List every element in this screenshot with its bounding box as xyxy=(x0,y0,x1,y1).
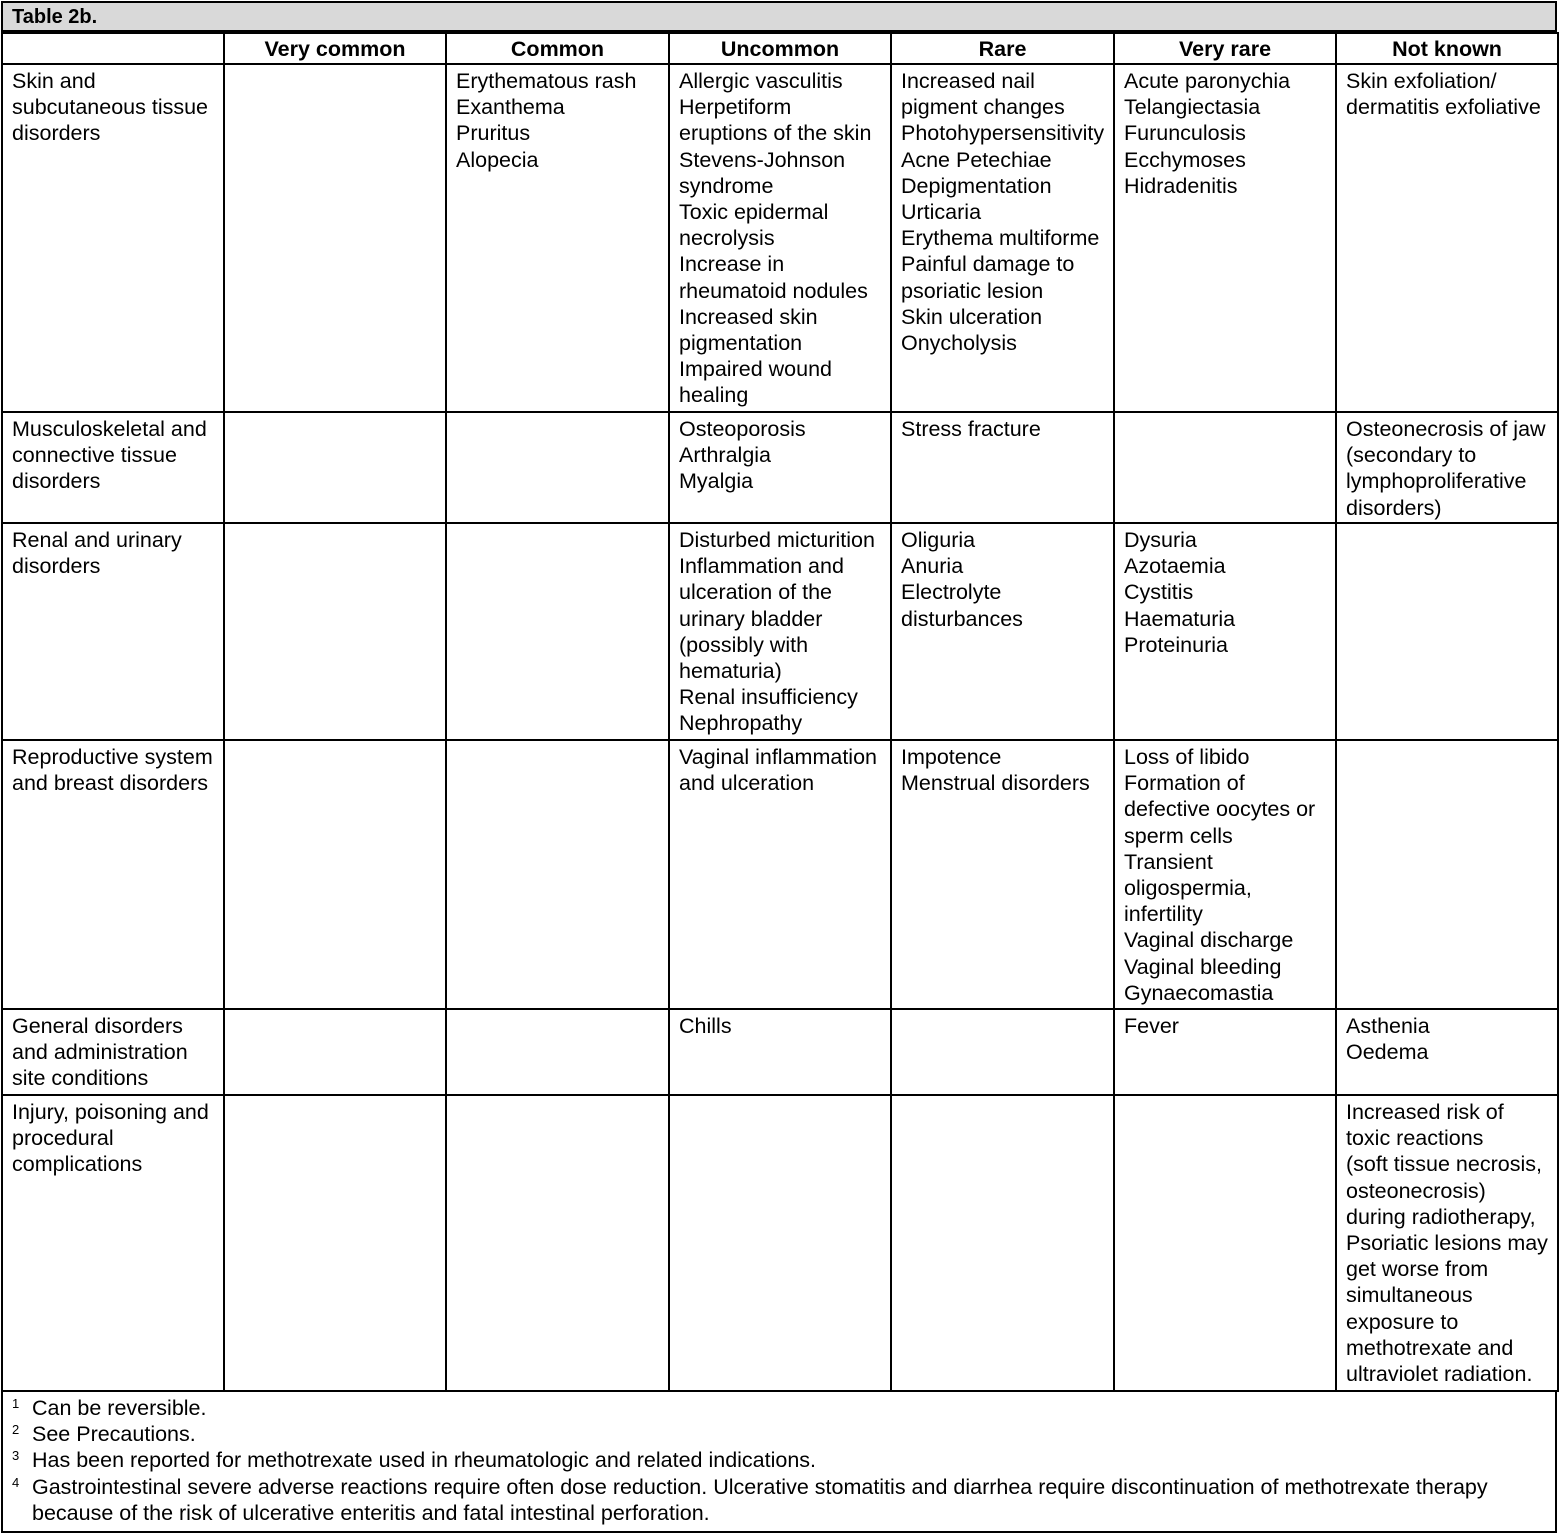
adverse-reactions-table xyxy=(1,32,1559,1392)
reaction-item: toxic reactions xyxy=(1346,1126,1484,1151)
reaction-item: lymphoproliferative xyxy=(1346,469,1527,494)
reaction-item: Stevens-Johnson xyxy=(679,147,846,172)
footnote-text: Has been reported for methotrexate used in rheumatologic and related indications. xyxy=(32,1448,817,1473)
frequency-cell xyxy=(1114,412,1336,523)
reaction-item: Toxic epidermal xyxy=(679,200,829,225)
column-header: Very common xyxy=(224,33,446,64)
frequency-cell xyxy=(446,64,669,412)
frequency-cell xyxy=(1336,740,1558,1009)
footnote-text: See Precautions. xyxy=(32,1422,196,1447)
table-row xyxy=(2,740,1558,1009)
reaction-item: Increase in xyxy=(679,252,785,277)
reaction-item: Acne Petechiae xyxy=(901,147,1052,172)
reaction-item: Ecchymoses xyxy=(1124,147,1246,172)
reaction-item: Asthenia xyxy=(1346,1014,1430,1038)
frequency-cell xyxy=(669,1095,891,1391)
reaction-item: Painful damage to xyxy=(901,252,1075,277)
reaction-item: Cystitis xyxy=(1124,580,1194,605)
frequency-cell xyxy=(891,1009,1114,1095)
column-header: Not known xyxy=(1336,33,1558,64)
reaction-item: urinary bladder xyxy=(679,606,823,631)
reaction-item: Azotaemia xyxy=(1124,554,1226,579)
frequency-cell xyxy=(669,523,891,740)
reaction-item: Fever xyxy=(1124,1014,1179,1038)
category-cell: Musculoskeletal and connective tissue disorders xyxy=(2,412,224,523)
reaction-item: Increased skin xyxy=(679,304,818,329)
frequency-cell xyxy=(224,412,446,523)
frequency-cell xyxy=(669,412,891,523)
frequency-cell xyxy=(446,1095,669,1391)
reaction-item: Electrolyte xyxy=(901,580,1002,605)
reaction-item: exposure to xyxy=(1346,1309,1459,1334)
reaction-item: Allergic vasculitis xyxy=(679,69,843,93)
reaction-item: Inflammation and xyxy=(679,554,844,579)
reaction-item: (soft tissue necrosis, xyxy=(1346,1152,1542,1177)
table-row xyxy=(2,1095,1558,1391)
reaction-item: Erythematous rash xyxy=(456,69,637,93)
reaction-item: Hidradenitis xyxy=(1124,173,1238,198)
reaction-item: oligospermia, xyxy=(1124,876,1252,901)
reaction-item: Osteoporosis xyxy=(679,417,806,441)
reaction-item: simultaneous xyxy=(1346,1283,1473,1308)
reaction-item: Oliguria xyxy=(901,528,976,552)
frequency-cell xyxy=(1114,523,1336,740)
reaction-item: disturbances xyxy=(901,606,1023,631)
reaction-item: Photohypersensitivity xyxy=(901,121,1105,146)
footnote xyxy=(12,1474,1549,1526)
frequency-cell xyxy=(1336,412,1558,523)
reaction-item: dermatitis exfoliative xyxy=(1346,95,1541,120)
reaction-item: sperm cells xyxy=(1124,823,1233,848)
reaction-item: Psoriatic lesions may xyxy=(1346,1231,1548,1256)
footnote-text: Can be reversible. xyxy=(32,1396,207,1420)
footnote-mark: 1 xyxy=(12,1396,20,1411)
header-row xyxy=(2,33,1558,64)
reaction-item: Osteonecrosis of jaw xyxy=(1346,417,1546,441)
column-header: Very rare xyxy=(1114,33,1336,64)
reaction-item: infertility xyxy=(1124,902,1203,927)
column-header: Rare xyxy=(891,33,1114,64)
reaction-item: Furunculosis xyxy=(1124,121,1246,146)
category-cell: General disorders and administration site conditions xyxy=(2,1009,224,1095)
frequency-cell xyxy=(224,1009,446,1095)
frequency-cell xyxy=(1114,740,1336,1009)
reaction-item: disorders) xyxy=(1346,495,1442,520)
frequency-cell xyxy=(1114,64,1336,412)
table-row xyxy=(2,1009,1558,1095)
reaction-item: during radiotherapy, xyxy=(1346,1204,1536,1229)
reaction-item: pigmentation xyxy=(679,331,803,356)
frequency-cell xyxy=(891,523,1114,740)
frequency-cell xyxy=(891,64,1114,412)
column-header: Common xyxy=(446,33,669,64)
reaction-item: psoriatic lesion xyxy=(901,278,1044,303)
frequency-cell xyxy=(1336,1009,1558,1095)
table-row xyxy=(2,64,1558,412)
reaction-item: pigment changes xyxy=(901,95,1065,120)
footnote xyxy=(12,1395,1549,1421)
reaction-item: Telangiectasia xyxy=(1124,95,1261,120)
reaction-item: methotrexate and xyxy=(1346,1335,1514,1360)
frequency-cell xyxy=(891,1095,1114,1391)
footnote-mark: 3 xyxy=(12,1448,20,1464)
table-title: Table 2b. xyxy=(1,1,1557,32)
reaction-item: Arthralgia xyxy=(679,443,772,468)
frequency-cell xyxy=(446,412,669,523)
reaction-item: Dysuria xyxy=(1124,528,1197,552)
reaction-item: Onycholysis xyxy=(901,331,1017,356)
frequency-cell xyxy=(891,740,1114,1009)
table-row xyxy=(2,523,1558,740)
frequency-cell xyxy=(1114,1095,1336,1391)
reaction-item: Acute paronychia xyxy=(1124,69,1291,93)
reaction-item: (secondary to xyxy=(1346,443,1477,468)
reaction-item: Anuria xyxy=(901,554,964,579)
table-container xyxy=(1,1,1557,1533)
frequency-cell xyxy=(1336,64,1558,412)
reaction-item: Proteinuria xyxy=(1124,632,1228,657)
reaction-item: Chills xyxy=(679,1014,732,1038)
reaction-item: necrolysis xyxy=(679,226,775,251)
reaction-item: Haematuria xyxy=(1124,606,1236,631)
reaction-item: eruptions of the skin xyxy=(679,121,872,146)
column-header xyxy=(2,33,224,64)
reaction-item: healing xyxy=(679,383,749,408)
frequency-cell xyxy=(224,64,446,412)
frequency-cell xyxy=(1114,1009,1336,1095)
reaction-item: ultraviolet radiation. xyxy=(1346,1362,1533,1387)
reaction-item: Transient xyxy=(1124,849,1213,874)
frequency-cell xyxy=(669,64,891,412)
reaction-item: Depigmentation xyxy=(901,173,1052,198)
frequency-cell xyxy=(891,412,1114,523)
reaction-item: Nephropathy xyxy=(679,711,803,736)
category-cell: Reproductive system and breast disorders xyxy=(2,740,224,1009)
footnotes xyxy=(1,1392,1557,1533)
reaction-item: Stress fracture xyxy=(901,417,1041,441)
frequency-cell xyxy=(446,523,669,740)
reaction-item: osteonecrosis) xyxy=(1346,1178,1486,1203)
reaction-item: Impaired wound xyxy=(679,357,832,382)
reaction-item: defective oocytes or xyxy=(1124,797,1316,822)
footnote xyxy=(12,1447,1549,1473)
footnote xyxy=(12,1421,1549,1447)
frequency-cell xyxy=(446,1009,669,1095)
frequency-cell xyxy=(669,1009,891,1095)
footnote-text: Gastrointestinal severe adverse reactions require often dose reduction. Ulcerative stomatitis and diarrhea require discontinuation of methotrexate therapy because of the risk of ulcerative enteritis and fatal intestinal perforation. xyxy=(32,1474,1488,1525)
reaction-item: Renal insufficiency xyxy=(679,685,858,710)
reaction-item: Oedema xyxy=(1346,1040,1429,1065)
frequency-cell xyxy=(224,523,446,740)
frequency-cell xyxy=(1336,523,1558,740)
frequency-cell xyxy=(446,740,669,1009)
reaction-item: Pruritus xyxy=(456,121,531,146)
reaction-item: Increased nail xyxy=(901,69,1035,93)
reaction-item: and ulceration xyxy=(679,771,815,796)
reaction-item: Skin ulceration xyxy=(901,304,1043,329)
reaction-item: Vaginal bleeding xyxy=(1124,954,1282,979)
reaction-item: Herpetiform xyxy=(679,95,792,120)
footnote-mark: 2 xyxy=(12,1422,20,1438)
column-header: Uncommon xyxy=(669,33,891,64)
reaction-item: Skin exfoliation/ xyxy=(1346,69,1497,93)
frequency-cell xyxy=(669,740,891,1009)
category-cell: Injury, poisoning and procedural complications xyxy=(2,1095,224,1391)
reaction-item: Gynaecomastia xyxy=(1124,980,1274,1005)
reaction-item: get worse from xyxy=(1346,1257,1489,1282)
frequency-cell xyxy=(224,1095,446,1391)
reaction-item: Urticaria xyxy=(901,200,982,225)
table-row xyxy=(2,412,1558,523)
reaction-item: Vaginal discharge xyxy=(1124,928,1294,953)
reaction-item: Exanthema xyxy=(456,95,565,120)
reaction-item: ulceration of the xyxy=(679,580,832,605)
footnote-mark: 4 xyxy=(12,1474,20,1490)
reaction-item: Formation of xyxy=(1124,771,1245,796)
reaction-item: Alopecia xyxy=(456,147,539,172)
reaction-item: Impotence xyxy=(901,745,1002,769)
reaction-item: Increased risk of xyxy=(1346,1100,1504,1124)
reaction-item: Erythema multiforme xyxy=(901,226,1100,251)
reaction-item: hematuria) xyxy=(679,659,782,684)
frequency-cell xyxy=(1336,1095,1558,1391)
reaction-item: Disturbed micturition xyxy=(679,528,875,552)
reaction-item: Menstrual disorders xyxy=(901,771,1090,796)
reaction-item: (possibly with xyxy=(679,632,809,657)
reaction-item: Myalgia xyxy=(679,469,754,494)
frequency-cell xyxy=(224,740,446,1009)
reaction-item: syndrome xyxy=(679,173,774,198)
reaction-item: Loss of libido xyxy=(1124,745,1250,769)
reaction-item: rheumatoid nodules xyxy=(679,278,868,303)
category-cell: Renal and urinary disorders xyxy=(2,523,224,740)
reaction-item: Vaginal inflammation xyxy=(679,745,877,769)
category-cell: Skin and subcutaneous tissue disorders xyxy=(2,64,224,412)
